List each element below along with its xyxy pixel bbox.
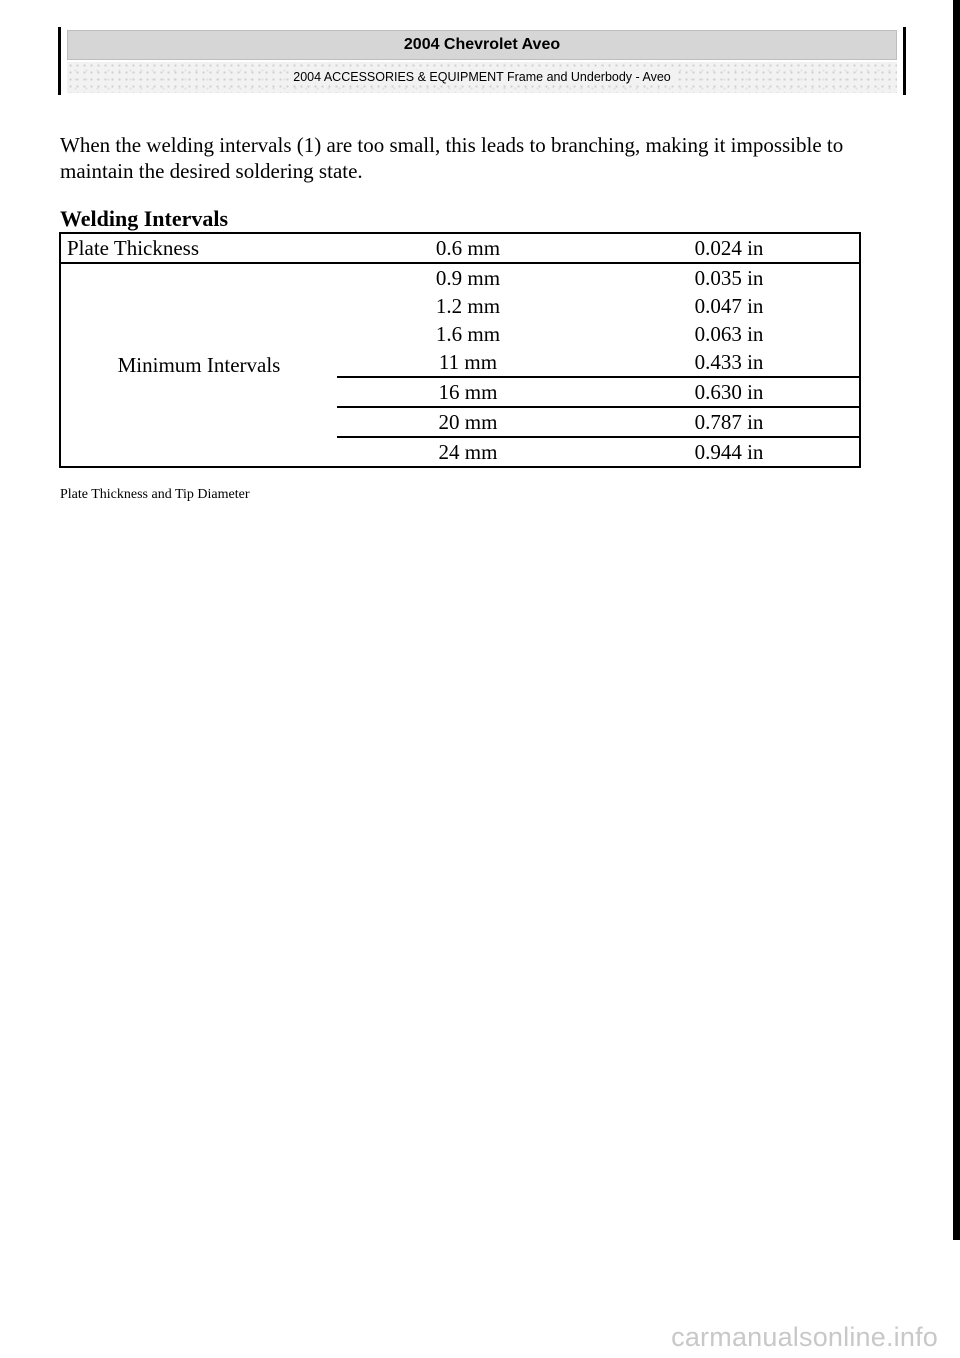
welding-intervals-table bbox=[59, 232, 861, 468]
document-subtitle-bar bbox=[67, 62, 897, 93]
row-mm-value: 0.9 mm bbox=[435, 266, 501, 290]
intro-paragraph: When the welding intervals (1) are too small, this leads to branching, making it impossible to maintain the desired soldering state. bbox=[60, 133, 844, 183]
table-row bbox=[60, 263, 860, 292]
row-inch-value: 0.787 in bbox=[599, 407, 860, 437]
document-header bbox=[58, 27, 906, 95]
document-subtitle: 2004 ACCESSORIES & EQUIPMENT Frame and Underbody - Aveo bbox=[289, 70, 674, 84]
row-inch-value: 0.944 in bbox=[599, 437, 860, 467]
row-inch-value: 0.047 in bbox=[694, 294, 764, 318]
document-title: 2004 Chevrolet Aveo bbox=[67, 30, 897, 60]
row-mm-value: 1.2 mm bbox=[435, 294, 501, 318]
row-mm-value: 11 mm bbox=[438, 350, 498, 374]
plate-thickness-label: Plate Thickness bbox=[60, 233, 337, 263]
section-heading: Welding Intervals bbox=[60, 206, 229, 231]
row-mm-value: 16 mm bbox=[337, 377, 599, 407]
header-inch-value: 0.024 in bbox=[599, 233, 860, 263]
page-edge-rule bbox=[953, 0, 960, 1240]
table-header-row bbox=[60, 233, 860, 263]
row-inch-value: 0.063 in bbox=[694, 322, 764, 346]
row-inch-value: 0.035 in bbox=[694, 266, 764, 290]
row-mm-value: 24 mm bbox=[337, 437, 599, 467]
minimum-intervals-label: Minimum Intervals bbox=[117, 353, 281, 377]
figure-caption: Plate Thickness and Tip Diameter bbox=[60, 487, 250, 502]
header-mm-value: 0.6 mm bbox=[337, 233, 599, 263]
row-inch-value: 0.433 in bbox=[694, 350, 764, 374]
site-watermark: carmanualsonline.info bbox=[671, 1322, 938, 1352]
row-mm-value: 1.6 mm bbox=[435, 322, 501, 346]
row-inch-value: 0.630 in bbox=[599, 377, 860, 407]
row-mm-value: 20 mm bbox=[337, 407, 599, 437]
